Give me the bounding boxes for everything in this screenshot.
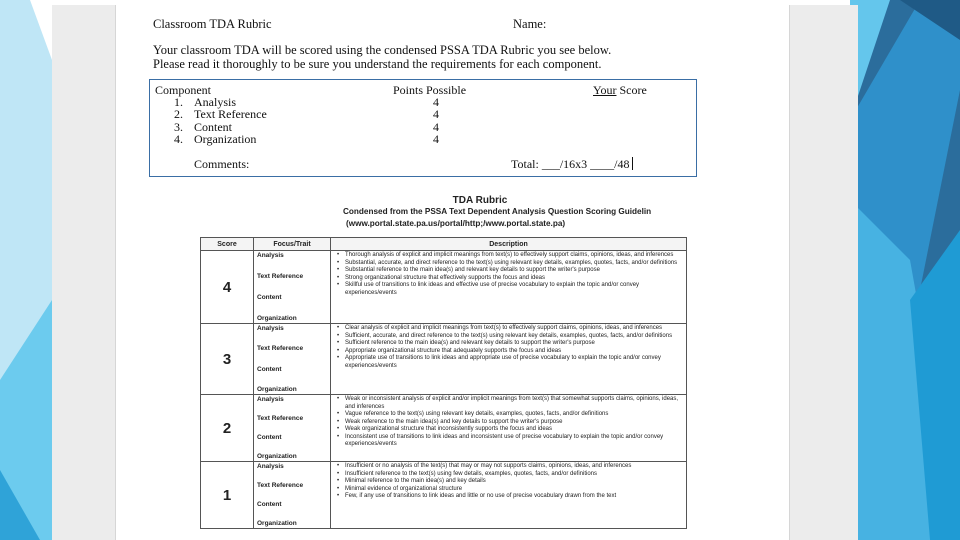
- intro-text: [153, 44, 611, 71]
- trait-label: Analysis: [257, 252, 284, 259]
- rubric-subtitle: Condensed from the PSSA Text Dependent Analysis Question Scoring Guidelin: [343, 207, 652, 216]
- description-item: • Few, if any use of transitions to link ideas and little or no use of precise vocabulary drawn from the text: [335, 493, 683, 501]
- rubric-title: TDA Rubric: [452, 195, 508, 206]
- rubric-table: [200, 237, 687, 529]
- trait-list: [254, 324, 330, 394]
- score-header-your: Your: [593, 83, 617, 97]
- rubric-row: [201, 395, 687, 462]
- left-accent-panel: [0, 0, 52, 540]
- description-list: [331, 324, 686, 394]
- trait-label: Text Reference: [257, 415, 304, 422]
- description-item: • Vague reference to the text(s) using relevant key details, examples, quotes, facts, and/or definitions: [335, 411, 683, 419]
- total-line: [511, 157, 633, 172]
- trait-label: Content: [257, 434, 282, 441]
- trait-label: Organization: [257, 453, 297, 460]
- description-list: [331, 395, 686, 461]
- description-item: • Insufficient reference to the text(s) using few details, examples, quotes, facts, and/or definitions: [335, 471, 683, 479]
- total-label: Total: ___/16x3 ____/48: [511, 157, 630, 171]
- component-label: Analysis: [194, 95, 236, 109]
- component-label: Content: [194, 120, 232, 134]
- description-item: • Weak or inconsistent analysis of explicit and/or implicit meanings from text(s) that somewhat supports claims, opinions, ideas, and inferences: [335, 396, 683, 411]
- trait-column-header: Focus/Trait: [254, 238, 331, 251]
- intro-line-1: Your classroom TDA will be scored using the condensed PSSA TDA Rubric you see below.: [153, 43, 612, 57]
- score-header-rest: Score: [616, 83, 647, 97]
- trait-label: Organization: [257, 315, 297, 322]
- trait-label: Content: [257, 294, 282, 301]
- component-header: Component: [155, 83, 211, 97]
- right-accent-panel: [850, 0, 960, 540]
- component-label: Text Reference: [194, 107, 267, 121]
- score-value: 2: [201, 395, 254, 462]
- trait-list: [254, 251, 330, 323]
- trait-label: Organization: [257, 520, 297, 527]
- description-item: • Appropriate organizational structure that adequately supports the focus and ideas: [335, 348, 683, 356]
- trait-label: Text Reference: [257, 345, 304, 353]
- component-points: 4: [433, 132, 439, 146]
- description-item: • Appropriate use of transitions to link ideas and appropriate use of precise vocabulary to explain the topic and/or convey experiences/events: [335, 355, 683, 370]
- rubric-row: [201, 462, 687, 529]
- score-column-header: Score: [201, 238, 254, 251]
- trait-label: Analysis: [257, 463, 284, 470]
- description-item: • Insufficient or no analysis of the text(s) that may or may not supports claims, opinions, ideas, and inferences: [335, 463, 683, 471]
- description-item: • Substantial, accurate, and direct reference to the text(s) using relevant key details, examples, quotes, facts, and/or definitions: [335, 260, 683, 268]
- description-item: • Minimal evidence of organizational structure: [335, 486, 683, 494]
- trait-label: Analysis: [257, 325, 284, 332]
- component-num: 1.: [174, 95, 183, 109]
- description-list: [331, 462, 686, 528]
- comments-label: Comments:: [194, 157, 250, 171]
- description-item: • Minimal reference to the main idea(s) and key details: [335, 478, 683, 486]
- description-item: • Weak reference to the main idea(s) and key details to support the writer's purpose: [335, 419, 683, 427]
- description-item: • Weak organizational structure that inconsistently supports the focus and ideas: [335, 426, 683, 434]
- description-item: • Skillful use of transitions to link ideas and effective use of precise vocabulary to explain the topic and/or convey experiences/events: [335, 282, 683, 297]
- score-header: [593, 83, 647, 98]
- component-points: 4: [433, 95, 439, 109]
- rubric-header-row: [201, 238, 687, 251]
- score-value: 4: [201, 251, 254, 324]
- trait-label: Organization: [257, 385, 297, 393]
- rubric-url: (www.portal.state.pa.us/portal/http;/www.portal.state.pa): [346, 219, 566, 228]
- trait-list: [254, 462, 330, 528]
- score-summary-box: [149, 79, 697, 177]
- points-header: Points Possible: [393, 83, 467, 97]
- description-item: • Inconsistent use of transitions to link ideas and inconsistent use of precise vocabulary to explain the topic and/or convey experiences/events: [335, 434, 683, 449]
- description-item: • Sufficient, accurate, and direct reference to the text(s) using relevant key details, examples, quotes, facts, and/or definitions: [335, 333, 683, 341]
- score-value: 1: [201, 462, 254, 529]
- score-value: 3: [201, 324, 254, 395]
- rubric-heading: Classroom TDA Rubric: [153, 17, 272, 31]
- rubric-row: [201, 324, 687, 395]
- description-item: • Substantial reference to the main idea(s) and relevant key details to support the writer's purpose: [335, 267, 683, 275]
- left-accent-shapes: [0, 0, 52, 540]
- component-points: 4: [433, 120, 439, 134]
- trait-label: Text Reference: [257, 482, 304, 489]
- text-cursor: [632, 157, 633, 170]
- description-list: [331, 251, 686, 323]
- component-num: 4.: [174, 132, 183, 146]
- description-item: • Sufficient reference to the main idea(s) and relevant key details to support the writer's purpose: [335, 340, 683, 348]
- component-num: 2.: [174, 107, 183, 121]
- rubric-row: [201, 251, 687, 324]
- description-column-header: Description: [331, 238, 687, 251]
- trait-list: [254, 395, 330, 461]
- description-item: • Strong organizational structure that effectively supports the focus and ideas: [335, 275, 683, 283]
- description-item: • Clear analysis of explicit and implicit meanings from text(s) to effectively support claims, opinions, ideas, and inferences: [335, 325, 683, 333]
- description-item: • Thorough analysis of explicit and implicit meanings from text(s) to effectively support claims, opinions, ideas, and inferences: [335, 252, 683, 260]
- trait-label: Content: [257, 501, 282, 508]
- right-accent-shapes: [850, 0, 960, 540]
- trait-label: Text Reference: [257, 273, 304, 280]
- intro-line-2: Please read it thoroughly to be sure you understand the requirements for each component.: [153, 56, 602, 71]
- name-label: Name:: [513, 17, 547, 31]
- trait-label: Analysis: [257, 396, 284, 403]
- component-points: 4: [433, 107, 439, 121]
- trait-label: Content: [257, 365, 282, 373]
- component-label: Organization: [194, 132, 257, 146]
- component-num: 3.: [174, 120, 183, 134]
